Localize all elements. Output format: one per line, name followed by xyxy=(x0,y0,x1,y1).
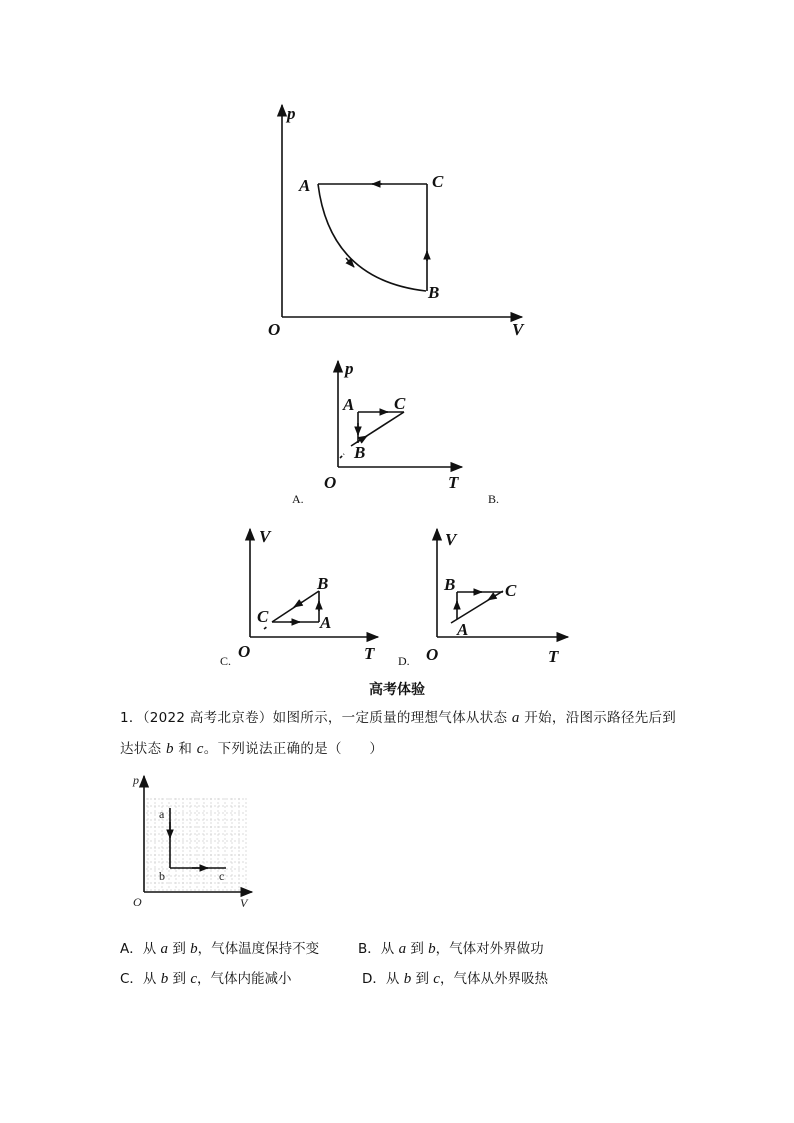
choice-d[interactable]: D．从 b 到 c，气体从外界吸热 xyxy=(362,971,548,987)
choice-b[interactable]: B．从 a 到 b，气体对外界做功 xyxy=(358,941,544,957)
option-a-pt-diagram xyxy=(320,355,470,495)
c-origin: O xyxy=(238,642,251,661)
option-c-label: C. xyxy=(220,654,232,668)
a-pt-c: C xyxy=(394,394,406,413)
option-a-label: A. xyxy=(292,492,304,506)
section-heading: 高考体验 xyxy=(369,682,425,698)
c-pt-a: A xyxy=(320,613,332,632)
c-axis-v: V xyxy=(259,527,271,546)
d-pt-a: A xyxy=(457,620,469,639)
q-pt-c: c xyxy=(219,869,225,883)
a-pt-b: B xyxy=(354,443,366,462)
c-pt-c: C xyxy=(257,607,269,626)
question-line-1: 1．（2022 高考北京卷）如图所示，一定质量的理想气体从状态 a 开始，沿图示路径先后到 xyxy=(120,710,677,726)
a-origin: O xyxy=(324,473,337,492)
arrow-a-b xyxy=(346,258,354,267)
option-c-vt-diagram xyxy=(232,525,382,665)
choice-a[interactable]: A．从 a 到 b，气体温度保持不变 xyxy=(120,941,320,957)
d-origin: O xyxy=(426,645,439,664)
a-axis-p: p xyxy=(345,359,354,378)
option-b-label: B. xyxy=(488,492,500,506)
d-axis-t: T xyxy=(548,647,559,665)
option-d-label: D. xyxy=(398,654,410,668)
point-b-label: B xyxy=(428,283,440,302)
point-c-label: C xyxy=(432,172,444,191)
choice-c[interactable]: C．从 b 到 c，气体内能减小 xyxy=(120,971,292,987)
curve-a-b xyxy=(318,184,426,291)
c-axis-t: T xyxy=(364,644,375,663)
d-pt-c: C xyxy=(505,581,517,600)
q-origin: O xyxy=(133,895,142,909)
q-axis-p: p xyxy=(133,773,139,787)
v-axis-label: V xyxy=(512,320,524,339)
q-axis-v: V xyxy=(240,896,248,910)
p-axis-label: p xyxy=(287,104,296,123)
d-pt-b: B xyxy=(444,575,456,594)
main-pv-diagram xyxy=(260,95,540,345)
d-axis-v: V xyxy=(445,530,457,549)
a-axis-t: T xyxy=(448,473,459,492)
point-a-label: A xyxy=(299,176,311,195)
c-pt-b: B xyxy=(317,574,329,593)
origin-label: O xyxy=(268,320,281,339)
q-pt-b: b xyxy=(159,869,165,883)
question-line-2: 达状态 b 和 c。下列说法正确的是（ ） xyxy=(120,741,384,757)
question-pv-diagram xyxy=(130,770,260,910)
q-pt-a: a xyxy=(159,807,165,821)
option-d-vt-diagram xyxy=(420,525,580,665)
a-pt-a: A xyxy=(343,395,355,414)
